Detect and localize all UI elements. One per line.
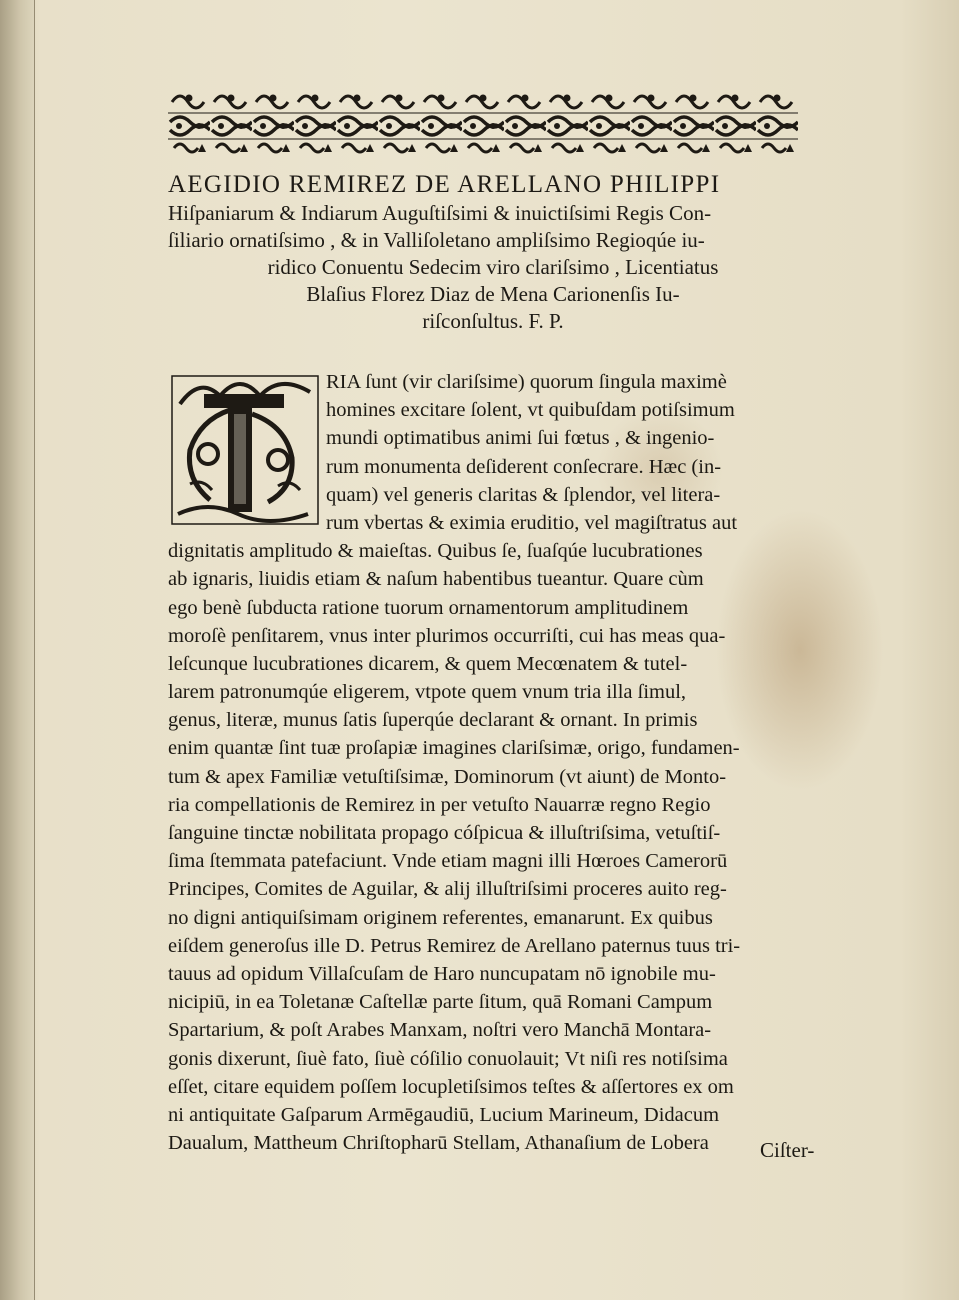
text-line: ria compellationis de Remirez in per vetuſto Nauarræ regno Regio <box>168 793 711 816</box>
text-line: quam) vel generis claritas & ſplendor, vel litera- <box>326 483 721 506</box>
dedication-heading <box>168 170 818 335</box>
text-line: tum & apex Familiæ vetuſtiſsimæ, Dominorum (vt aiunt) de Monto- <box>168 765 727 788</box>
text-line: moroſè penſitarem, vnus inter plurimos occurriſti, cui has meas qua- <box>168 624 726 647</box>
heading-line-5: Blaſius Florez Diaz de Mena Carionenſis Iu- <box>306 282 680 306</box>
body-text <box>168 368 826 1157</box>
text-line: tauus ad opidum Villaſcuſam de Haro nuncupatam nō ignobile mu- <box>168 962 716 985</box>
text-line: nicipiū, in ea Toletanæ Caſtellæ parte ſitum, quā Romani Campum <box>168 991 713 1014</box>
heading-line-6: riſconſultus. F. P. <box>422 309 564 333</box>
text-line: ni antiquitate Gaſparum Armēgaudiū, Lucium Marineum, Didacum <box>168 1103 720 1126</box>
heading-line-3: ſiliario ornatiſsimo , & in Valliſoletano ampliſsimo Regioqúe iu- <box>168 228 705 252</box>
ornamental-headband <box>168 88 798 160</box>
text-line: dignitatis amplitudo & maieſtas. Quibus ſe, ſuaſqúe lucubrationes <box>168 540 703 563</box>
text-line: larem patronumqúe eligerem, vtpote quem vnum tria illa ſimul, <box>168 681 687 704</box>
text-line: genus, literæ, munus ſatis ſuperqúe declarant & ornant. In primis <box>168 709 698 732</box>
heading-line-4: ridico Conuentu Sedecim viro clariſsimo , Licentiatus <box>267 255 719 279</box>
text-line: Daualum, Mattheum Chriſtopharū Stellam, Athanaſium de Lobera <box>168 1132 709 1155</box>
text-line: ego benè ſubducta ratione tuorum ornamentorum amplitudinem <box>168 596 689 619</box>
text-line: ab ignaris, liuidis etiam & naſum habentibus tueantur. Quare cùm <box>168 568 704 591</box>
heading-line-2: Hiſpaniarum & Indiarum Auguſtiſsimi & inuictiſsimi Regis Con- <box>168 201 712 225</box>
text-line: RIA ſunt (vir clariſsime) quorum ſingula maximè <box>326 371 727 393</box>
text-line: rum monumenta deſiderent conſecrare. Hæc (in- <box>326 455 722 478</box>
text-line: ſima ſtemmata patefaciunt. Vnde etiam magni illi Hœroes Camerorū <box>168 850 728 873</box>
heading-line-1: AEGIDIO REMIREZ DE ARELLANO PHILIPPI <box>168 171 721 198</box>
catchword: Ciſter- <box>760 1138 815 1162</box>
text-line: leſcunque lucubrationes dicarem, & quem Mecœnatem & tutel- <box>168 652 688 675</box>
text-line: gonis dixerunt, ſiuè fato, ſiuè cóſilio conuolauit; Vt niſi res notiſsima <box>168 1047 728 1070</box>
text-line: Spartarium, & poſt Arabes Manxam, noſtri vero Manchā Montara- <box>168 1019 712 1042</box>
text-line: ſanguine tinctæ nobilitata propago cóſpicua & illuſtriſsima, vetuſtiſ- <box>168 822 721 844</box>
text-line: enim quantæ ſint tuæ proſapiæ imagines clariſsimæ, origo, fundamen- <box>168 737 740 760</box>
text-line: rum vbertas & eximia eruditio, vel magiſtratus aut <box>326 511 738 534</box>
binding-gutter <box>0 0 35 1300</box>
text-line: no digni antiquiſsimam originem referentes, emanarunt. Ex quibus <box>168 906 713 929</box>
text-line: Principes, Comites de Aguilar, & alij illuſtriſsimi proceres auito reg- <box>168 878 727 901</box>
text-line: homines excitare ſolent, vt quibuſdam potiſsimum <box>326 399 735 422</box>
text-line: mundi optimatibus animi ſui fœtus , & ingenio- <box>326 427 715 450</box>
text-line: eiſdem generoſus ille D. Petrus Remirez de Arellano paternus tuus tri- <box>168 934 741 957</box>
text-line: eſſet, citare equidem poſſem locupletiſsimos teſtes & aſſertores ex om <box>168 1075 734 1098</box>
